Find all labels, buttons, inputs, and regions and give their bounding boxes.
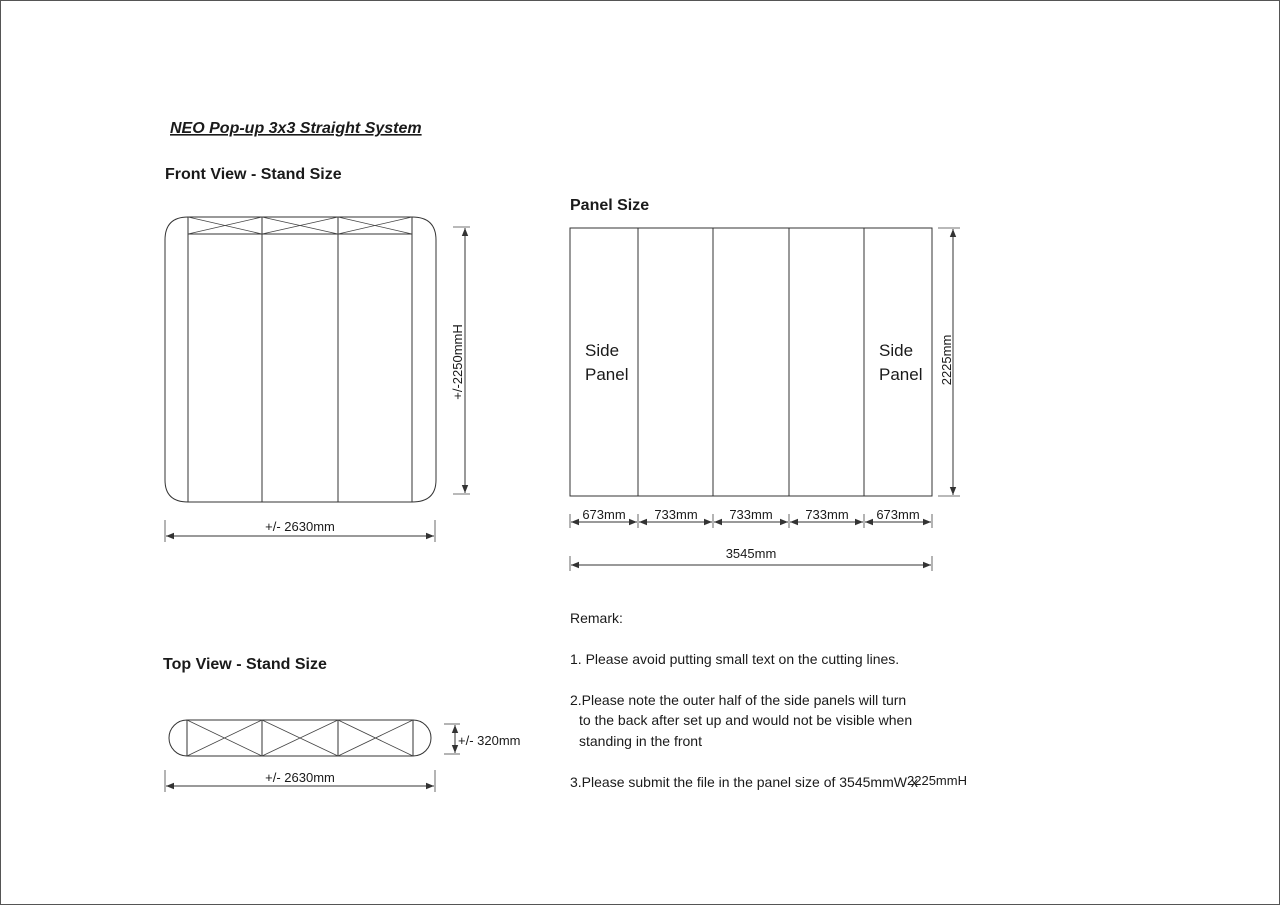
remark-heading: Remark: [570,610,623,626]
front-view-drawing [165,217,436,502]
front-height-label: +/-2250mmH [450,324,465,400]
panel-width-label-4: 733mm [805,507,849,522]
left-side-panel-label-line2: Panel [585,365,629,384]
panel-height-dimension [938,228,960,496]
top-view-heading: Top View - Stand Size [163,656,327,673]
remark-item-1: 1. Please avoid putting small text on the cutting lines. [570,651,900,667]
page-title: NEO Pop-up 3x3 Straight System [170,120,422,137]
right-side-panel-label-line1: Side [879,341,914,360]
panel-height-label: 2225mm [939,334,954,386]
remark-item-3: 3.Please submit the file in the panel size of 3545mmW x [570,774,918,790]
panel-widths-dimension [570,507,932,528]
front-height-dimension [450,227,470,494]
top-width-label: +/- 2630mm [265,770,335,785]
remark-item-2-line-2: to the back after set up and would not be visible when [579,712,913,728]
front-width-dimension [165,519,435,542]
remark-item-2-line-1: 2.Please note the outer half of the side panels will turn [570,692,907,708]
panel-total-width-label: 3545mm [725,546,777,561]
remark-item-3-height: 2225mmH [907,773,967,788]
top-view-drawing [169,720,431,756]
front-view-heading: Front View - Stand Size [165,166,342,183]
panel-drawing [570,228,932,496]
front-width-label: +/- 2630mm [265,519,335,534]
left-side-panel-label-line1: Side [585,341,620,360]
remark-item-2-line-3: standing in the front [579,733,702,749]
panel-width-label-2: 733mm [654,507,698,522]
top-depth-label: +/- 320mm [458,733,521,748]
top-depth-dimension [444,724,521,754]
panel-width-label-1: 673mm [582,507,626,522]
panel-width-label-5: 673mm [876,507,920,522]
panel-size-heading: Panel Size [570,197,650,214]
panel-total-width-dimension [570,546,932,571]
right-side-panel-label-line2: Panel [879,365,923,384]
top-width-dimension [165,770,435,792]
panel-width-label-3: 733mm [729,507,773,522]
